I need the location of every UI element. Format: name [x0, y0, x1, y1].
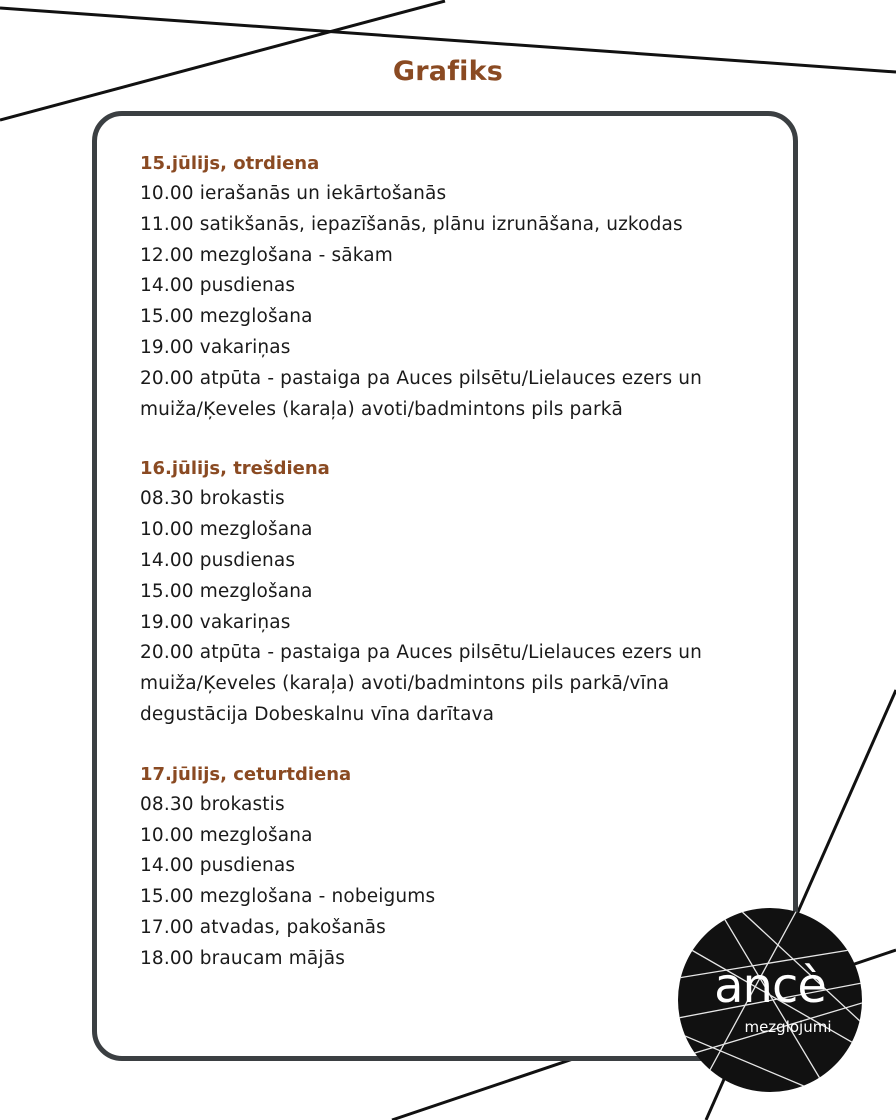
schedule-item: 19.00 vakariņas [140, 336, 291, 358]
schedule-item: 19.00 vakariņas [140, 611, 291, 633]
logo-word: ancè [714, 958, 826, 1014]
schedule-item: 10.00 mezglošana [140, 519, 313, 541]
schedule-item: 20.00 atpūta - pastaiga pa Auces pilsētu/Lielauces ezers un [140, 367, 703, 389]
schedule-item: degustācija Dobeskalnu vīna darītava [140, 703, 495, 725]
schedule-item: 14.00 pusdienas [140, 549, 296, 571]
schedule-item: 08.30 brokastis [140, 793, 285, 815]
schedule-item: 11.00 satikšanās, iepazīšanās, plānu izrunāšana, uzkodas [140, 213, 683, 235]
schedule-item: 10.00 ierašanās un iekārtošanās [140, 183, 447, 204]
schedule-item: 14.00 pusdienas [140, 275, 296, 297]
page-title: Grafiks [392, 56, 504, 87]
schedule [140, 149, 780, 1004]
schedule-item: 14.00 pusdienas [140, 855, 296, 877]
schedule-item: muiža/Ķeveles (karaļa) avoti/badmintons pils parkā/vīna [140, 673, 670, 695]
schedule-item: 15.00 mezglošana [140, 306, 313, 328]
schedule-item: 17.00 atvadas, pakošanās [140, 916, 386, 938]
day-heading: 16.jūlijs, trešdiena [140, 458, 330, 480]
logo-subtitle: mezglojumi [744, 1018, 832, 1036]
day-block [140, 454, 780, 730]
day-block [140, 149, 780, 425]
schedule-item: 20.00 atpūta - pastaiga pa Auces pilsētu/Lielauces ezers un [140, 642, 703, 664]
schedule-item: 10.00 mezglošana [140, 824, 313, 846]
schedule-item: 08.30 brokastis [140, 488, 285, 510]
day-heading: 17.jūlijs, ceturtdiena [140, 763, 352, 785]
brand-logo [678, 908, 862, 1092]
schedule-item: 15.00 mezglošana [140, 580, 313, 602]
day-heading: 15.jūlijs, otrdiena [140, 153, 320, 174]
schedule-item: 12.00 mezglošana - sākam [140, 244, 393, 266]
schedule-item: muiža/Ķeveles (karaļa) avoti/badmintons pils parkā [140, 398, 624, 420]
schedule-item: 18.00 braucam mājās [140, 947, 345, 969]
schedule-item: 15.00 mezglošana - nobeigums [140, 886, 436, 908]
